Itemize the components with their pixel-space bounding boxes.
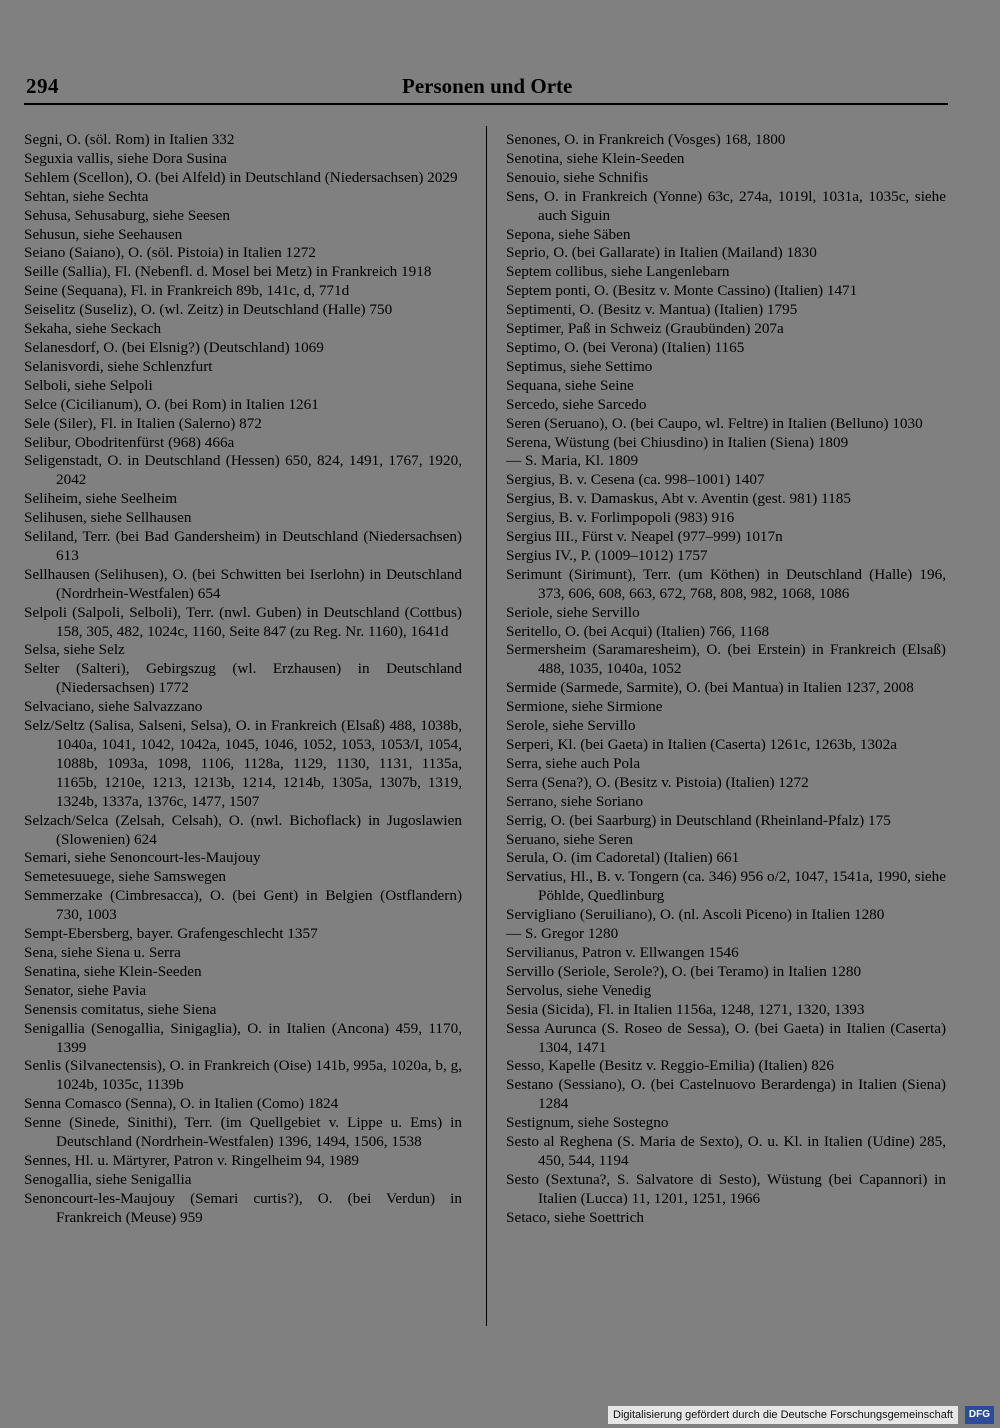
index-entry: Selzach/Selca (Zelsah, Celsah), O. (nwl. Bichoflack) in Jugoslawien (Slowenien) 624 xyxy=(24,811,462,848)
index-entry: Senogallia, siehe Senigallia xyxy=(24,1170,192,1188)
index-column-left xyxy=(24,131,462,1228)
index-entry: Septimo, O. (bei Verona) (Italien) 1165 xyxy=(506,338,745,356)
index-entry: Serrano, siehe Soriano xyxy=(506,792,644,810)
index-entry: Seritello, O. (bei Acqui) (Italien) 766, 1168 xyxy=(506,622,770,640)
index-entry: Serula, O. (im Cadoretal) (Italien) 661 xyxy=(506,849,740,867)
index-entry: Setaco, siehe Soettrich xyxy=(506,1208,644,1226)
index-entry: Septem collibus, siehe Langenlebarn xyxy=(506,263,730,281)
index-entry: Sergius III., Fürst v. Neapel (977–999) 1017n xyxy=(506,528,783,546)
index-entry: Sellhausen (Selihusen), O. (bei Schwitten bei Iserlohn) in Deutschland (Nordrhein-Westfalen) 654 xyxy=(24,565,462,602)
index-entry: Sena, siehe Siena u. Serra xyxy=(24,943,181,961)
index-entry: Sesto (Sextuna?, S. Salvatore di Sesto), Wüstung (bei Capannori) in Italien (Lucca) 11, 1201, 1251, 1966 xyxy=(506,1170,946,1207)
index-entry: Seruano, siehe Seren xyxy=(506,830,633,848)
index-entry: Servigliano (Seruiliano), O. (nl. Ascoli Piceno) in Italien 1280 xyxy=(506,906,885,924)
running-title: Personen und Orte xyxy=(402,74,573,98)
dfg-logo: DFG xyxy=(965,1406,994,1424)
index-entry: Seren (Seruano), O. (bei Caupo, wl. Feltre) in Italien (Belluno) 1030 xyxy=(506,414,923,432)
index-entry: Sergius IV., P. (1009–1012) 1757 xyxy=(506,546,708,564)
index-entry: Seliheim, siehe Seelheim xyxy=(24,490,178,508)
index-entry: Sermersheim (Saramaresheim), O. (bei Erstein) in Frankreich (Elsaß) 488, 1035, 1040a, 1052 xyxy=(506,641,946,678)
footer-credit: Digitalisierung gefördert durch die Deutsche Forschungsgemeinschaft xyxy=(608,1406,958,1424)
index-entry: Senoncourt-les-Maujouy (Semari curtis?), O. (bei Verdun) in Frankreich (Meuse) 959 xyxy=(24,1189,462,1226)
index-entry: Sequana, siehe Seine xyxy=(506,376,634,394)
index-entry: Semari, siehe Senoncourt-les-Maujouy xyxy=(24,849,261,867)
index-entry: Selvaciano, siehe Salvazzano xyxy=(24,698,203,716)
index-entry: Serrig, O. (bei Saarburg) in Deutschland (Rheinland-Pfalz) 175 xyxy=(506,811,891,829)
index-entry: Seriole, siehe Servillo xyxy=(506,603,640,621)
index-entry: Seliland, Terr. (bei Bad Gandersheim) in Deutschland (Niedersachsen) 613 xyxy=(24,528,462,564)
index-entry: Septimus, siehe Settimo xyxy=(506,357,653,375)
index-entry: Sermide (Sarmede, Sarmite), O. (bei Mantua) in Italien 1237, 2008 xyxy=(506,679,914,697)
index-entry: Sennes, Hl. u. Märtyrer, Patron v. Ringelheim 94, 1989 xyxy=(24,1151,360,1169)
index-entry: Sempt-Ebersberg, bayer. Grafengeschlecht 1357 xyxy=(24,925,318,943)
index-entry: Seligenstadt, O. in Deutschland (Hessen) 650, 824, 1491, 1767, 1920, 2042 xyxy=(24,452,462,489)
index-entry: Sekaha, siehe Seckach xyxy=(24,320,162,338)
index-entry: Senlis (Silvanectensis), O. in Frankreich (Oise) 141b, 995a, 1020a, b, g, 1024b, 1035c, 1139b xyxy=(24,1057,462,1094)
index-entry: Selpoli (Salpoli, Selboli), Terr. (nwl. Guben) in Deutschland (Cottbus) 158, 305, 482, 1024c, 1160, Seite 847 (zu Reg. Nr. 1160), 1641d xyxy=(24,603,462,640)
index-entry: Selz/Seltz (Salisa, Salseni, Selsa), O. in Frankreich (Elsaß) 488, 1038b, 1040a, 1041, 1042, 1042a, 1045, 1046, 1052, 1053, 1053/I, 1054, 1088b, 1093a, 1098, 1106, 1128a, 1129, 1130, 1131, 1135a, 1165b, 1210e, 1213, 1213b, 1214, 1214b, 1305a, 1307b, 1319, 1324b, 1337a, 1376c, 1477, 1507 xyxy=(24,717,462,810)
index-entry: Sehusa, Sehusaburg, siehe Seesen xyxy=(24,206,230,224)
index-entry: — S. Maria, Kl. 1809 xyxy=(506,452,639,470)
index-entry: Seille (Sallia), Fl. (Nebenfl. d. Mosel bei Metz) in Frankreich 1918 xyxy=(24,263,432,281)
index-entry: Serena, Wüstung (bei Chiusdino) in Italien (Siena) 1809 xyxy=(506,433,849,451)
index-entry: Senotina, siehe Klein-Seeden xyxy=(506,149,685,167)
index-entry: Septimer, Paß in Schweiz (Graubünden) 207a xyxy=(506,320,784,338)
index-entry: Seguxia vallis, siehe Dora Susina xyxy=(24,149,227,167)
index-entry: Sergius, B. v. Damaskus, Abt v. Aventin (gest. 981) 1185 xyxy=(506,490,851,508)
index-entry: Selibur, Obodritenfürst (968) 466a xyxy=(24,433,235,451)
index-entry: Senensis comitatus, siehe Siena xyxy=(24,1000,217,1018)
index-entry: Sergius, B. v. Cesena (ca. 998–1001) 1407 xyxy=(506,471,765,489)
index-entry: Servilianus, Patron v. Ellwangen 1546 xyxy=(506,943,739,961)
index-entry: Sercedo, siehe Sarcedo xyxy=(506,395,647,413)
index-entry: Servatius, Hl., B. v. Tongern (ca. 346) 956 o/2, 1047, 1541a, 1990, siehe Pöhlde, Quedlinburg xyxy=(506,868,946,905)
index-entry: Sens, O. in Frankreich (Yonne) 63c, 274a, 1019l, 1031a, 1035c, siehe auch Siguin xyxy=(506,187,946,224)
index-entry: Segni, O. (söl. Rom) in Italien 332 xyxy=(24,131,235,148)
index-entry: Septimenti, O. (Besitz v. Mantua) (Italien) 1795 xyxy=(506,301,798,319)
index-entry: Sesia (Sicida), Fl. in Italien 1156a, 1248, 1271, 1320, 1393 xyxy=(506,1000,865,1018)
index-entry: Septem ponti, O. (Besitz v. Monte Cassino) (Italien) 1471 xyxy=(506,282,858,300)
index-entry: Senatina, siehe Klein-Seeden xyxy=(24,962,202,980)
index-entry: Serole, siehe Servillo xyxy=(506,717,636,735)
index-entry: Servolus, siehe Venedig xyxy=(506,981,652,999)
index-entry: Sergius, B. v. Forlimpopoli (983) 916 xyxy=(506,509,735,527)
index-entry: Semetesuuege, siehe Samswegen xyxy=(24,868,227,886)
index-entry: Sestano (Sessiano), O. (bei Castelnuovo Berardenga) in Italien (Siena) 1284 xyxy=(506,1076,946,1113)
index-entry: Seiano (Saiano), O. (söl. Pistoia) in Italien 1272 xyxy=(24,244,316,262)
index-entry: Semmerzake (Cimbresacca), O. (bei Gent) in Belgien (Ostflandern) 730, 1003 xyxy=(24,887,462,924)
index-entry: Selsa, siehe Selz xyxy=(24,641,125,659)
index-column-right xyxy=(506,131,946,1228)
index-entry: Sele (Siler), Fl. in Italien (Salerno) 872 xyxy=(24,414,262,432)
index-entry: Senouio, siehe Schnifis xyxy=(506,168,649,186)
index-entry: Serimunt (Sirimunt), Terr. (um Köthen) in Deutschland (Halle) 196, 373, 606, 608, 663, 672, 768, 808, 982, 1068, 1086 xyxy=(506,565,946,602)
index-entry: Senigallia (Senogallia, Sinigaglia), O. in Italien (Ancona) 459, 1170, 1399 xyxy=(24,1019,462,1056)
index-entry: Selter (Salteri), Gebirgszug (wl. Erzhausen) in Deutschland (Niedersachsen) 1772 xyxy=(24,660,462,697)
index-entry: Seiselitz (Suseliz), O. (wl. Zeitz) in Deutschland (Halle) 750 xyxy=(24,301,393,319)
index-entry: Sehlem (Scellon), O. (bei Alfeld) in Deutschland (Niedersachsen) 2029 xyxy=(24,168,458,186)
index-entry: Serra (Sena?), O. (Besitz v. Pistoia) (Italien) 1272 xyxy=(506,773,809,791)
index-entry: Serra, siehe auch Pola xyxy=(506,754,641,772)
index-entry: Sepona, siehe Säben xyxy=(506,225,631,243)
index-entry: Sermione, siehe Sirmione xyxy=(506,698,663,716)
header-rule xyxy=(24,103,948,105)
index-entry: Selanisvordi, siehe Schlenzfurt xyxy=(24,357,213,375)
index-entry: Selihusen, siehe Sellhausen xyxy=(24,509,192,527)
index-entry: Sestignum, siehe Sostegno xyxy=(506,1114,669,1132)
index-entry: Servillo (Seriole, Serole?), O. (bei Teramo) in Italien 1280 xyxy=(506,962,862,980)
page-number: 294 xyxy=(26,74,59,98)
index-entry: Senator, siehe Pavia xyxy=(24,981,147,999)
index-entry: Sesto al Reghena (S. Maria de Sexto), O. u. Kl. in Italien (Udine) 285, 450, 544, 1194 xyxy=(506,1133,946,1169)
index-entry: Senne (Sinede, Sinithi), Terr. (im Quellgebiet v. Lippe u. Ems) in Deutschland (Nordrhein-Westfalen) 1396, 1494, 1506, 1538 xyxy=(24,1114,462,1151)
index-entry: Selce (Cicilianum), O. (bei Rom) in Italien 1261 xyxy=(24,395,319,413)
column-divider xyxy=(486,126,487,1326)
index-entry: Serperi, Kl. (bei Gaeta) in Italien (Caserta) 1261c, 1263b, 1302a xyxy=(506,736,897,753)
index-entry: Senones, O. in Frankreich (Vosges) 168, 1800 xyxy=(506,131,786,148)
index-entry: Seprio, O. (bei Gallarate) in Italien (Mailand) 1830 xyxy=(506,244,817,262)
index-entry: Selanesdorf, O. (bei Elsnig?) (Deutschland) 1069 xyxy=(24,338,324,356)
index-entry: Seine (Sequana), Fl. in Frankreich 89b, 141c, d, 771d xyxy=(24,282,350,300)
index-entry: Selboli, siehe Selpoli xyxy=(24,376,153,394)
index-entry: Sehusun, siehe Seehausen xyxy=(24,225,183,243)
index-entry: Sesso, Kapelle (Besitz v. Reggio-Emilia) (Italien) 826 xyxy=(506,1057,834,1075)
index-entry: Sessa Aurunca (S. Roseo de Sessa), O. (bei Gaeta) in Italien (Caserta) 1304, 1471 xyxy=(506,1019,946,1056)
index-entry: Senna Comasco (Senna), O. in Italien (Como) 1824 xyxy=(24,1095,339,1113)
index-entry: Sehtan, siehe Sechta xyxy=(24,187,149,205)
index-entry: — S. Gregor 1280 xyxy=(506,925,619,943)
